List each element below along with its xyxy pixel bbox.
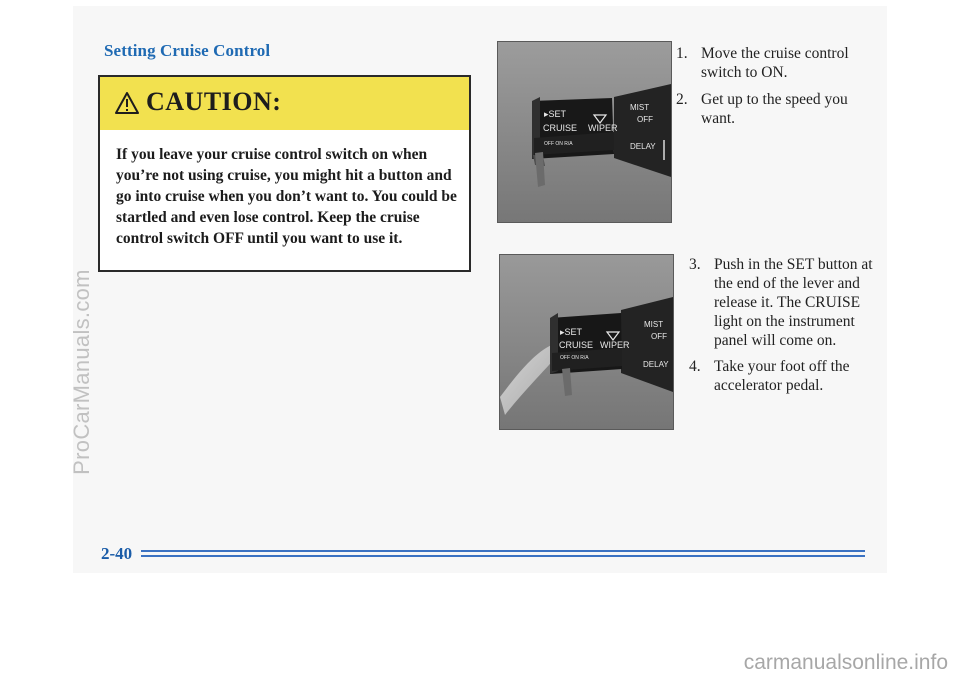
wiper-label: WIPER [600, 340, 630, 350]
cruise-steps-list-continued [689, 255, 879, 402]
caution-text: If you leave your cruise control switch on when you’re not using cruise, you might hit a button and go into cruise when you don’t want to. You could be startled and even lose control. Keep the cruise control switch OFF until you want to use it. [116, 146, 457, 247]
step-number: 2. [676, 91, 688, 108]
cruise-lever-photo-2 [499, 254, 674, 430]
cruise-steps-list [676, 44, 876, 136]
step-number: 3. [689, 256, 701, 273]
cruise-label: CRUISE [559, 340, 594, 350]
caution-box [98, 75, 471, 272]
off-label: OFF [651, 332, 667, 341]
mist-label: MIST [630, 103, 650, 112]
wiper-label: WIPER [588, 123, 618, 133]
step-2 [676, 90, 876, 128]
step-number: 1. [676, 45, 688, 62]
delay-label: DELAY [643, 360, 669, 369]
side-watermark: ProCarManuals.com [69, 269, 94, 475]
step-number: 4. [689, 358, 701, 375]
switch-positions-label: OFF ON R/A [544, 141, 573, 147]
mist-label: MIST [644, 320, 664, 329]
caution-title: CAUTION: [146, 87, 282, 116]
step-text: Push in the SET button at the end of the lever and release it. The CRUISE light on the instrument panel will come on. [714, 256, 873, 349]
step-1 [676, 44, 876, 82]
step-text: Take your foot off the accelerator pedal. [714, 358, 850, 394]
step-text: Move the cruise control switch to ON. [701, 45, 849, 81]
switch-positions-label: OFF ON R/A [560, 355, 589, 361]
off-label: OFF [637, 115, 653, 124]
page-number: 2-40 [101, 544, 133, 563]
footer-rule [141, 550, 865, 552]
step-3 [689, 255, 879, 350]
cruise-label: CRUISE [543, 123, 578, 133]
delay-label: DELAY [630, 142, 656, 151]
caution-header [100, 77, 469, 130]
step-text: Get up to the speed you want. [701, 91, 848, 127]
set-label: ▸SET [544, 109, 567, 119]
step-4 [689, 357, 879, 395]
cruise-lever-photo-1 [497, 41, 672, 223]
section-heading: Setting Cruise Control [104, 41, 271, 60]
bottom-watermark: carmanualsonline.info [743, 651, 948, 674]
set-label: ▸SET [560, 327, 583, 337]
footer-rule [141, 555, 865, 557]
warning-triangle-icon [114, 91, 140, 115]
